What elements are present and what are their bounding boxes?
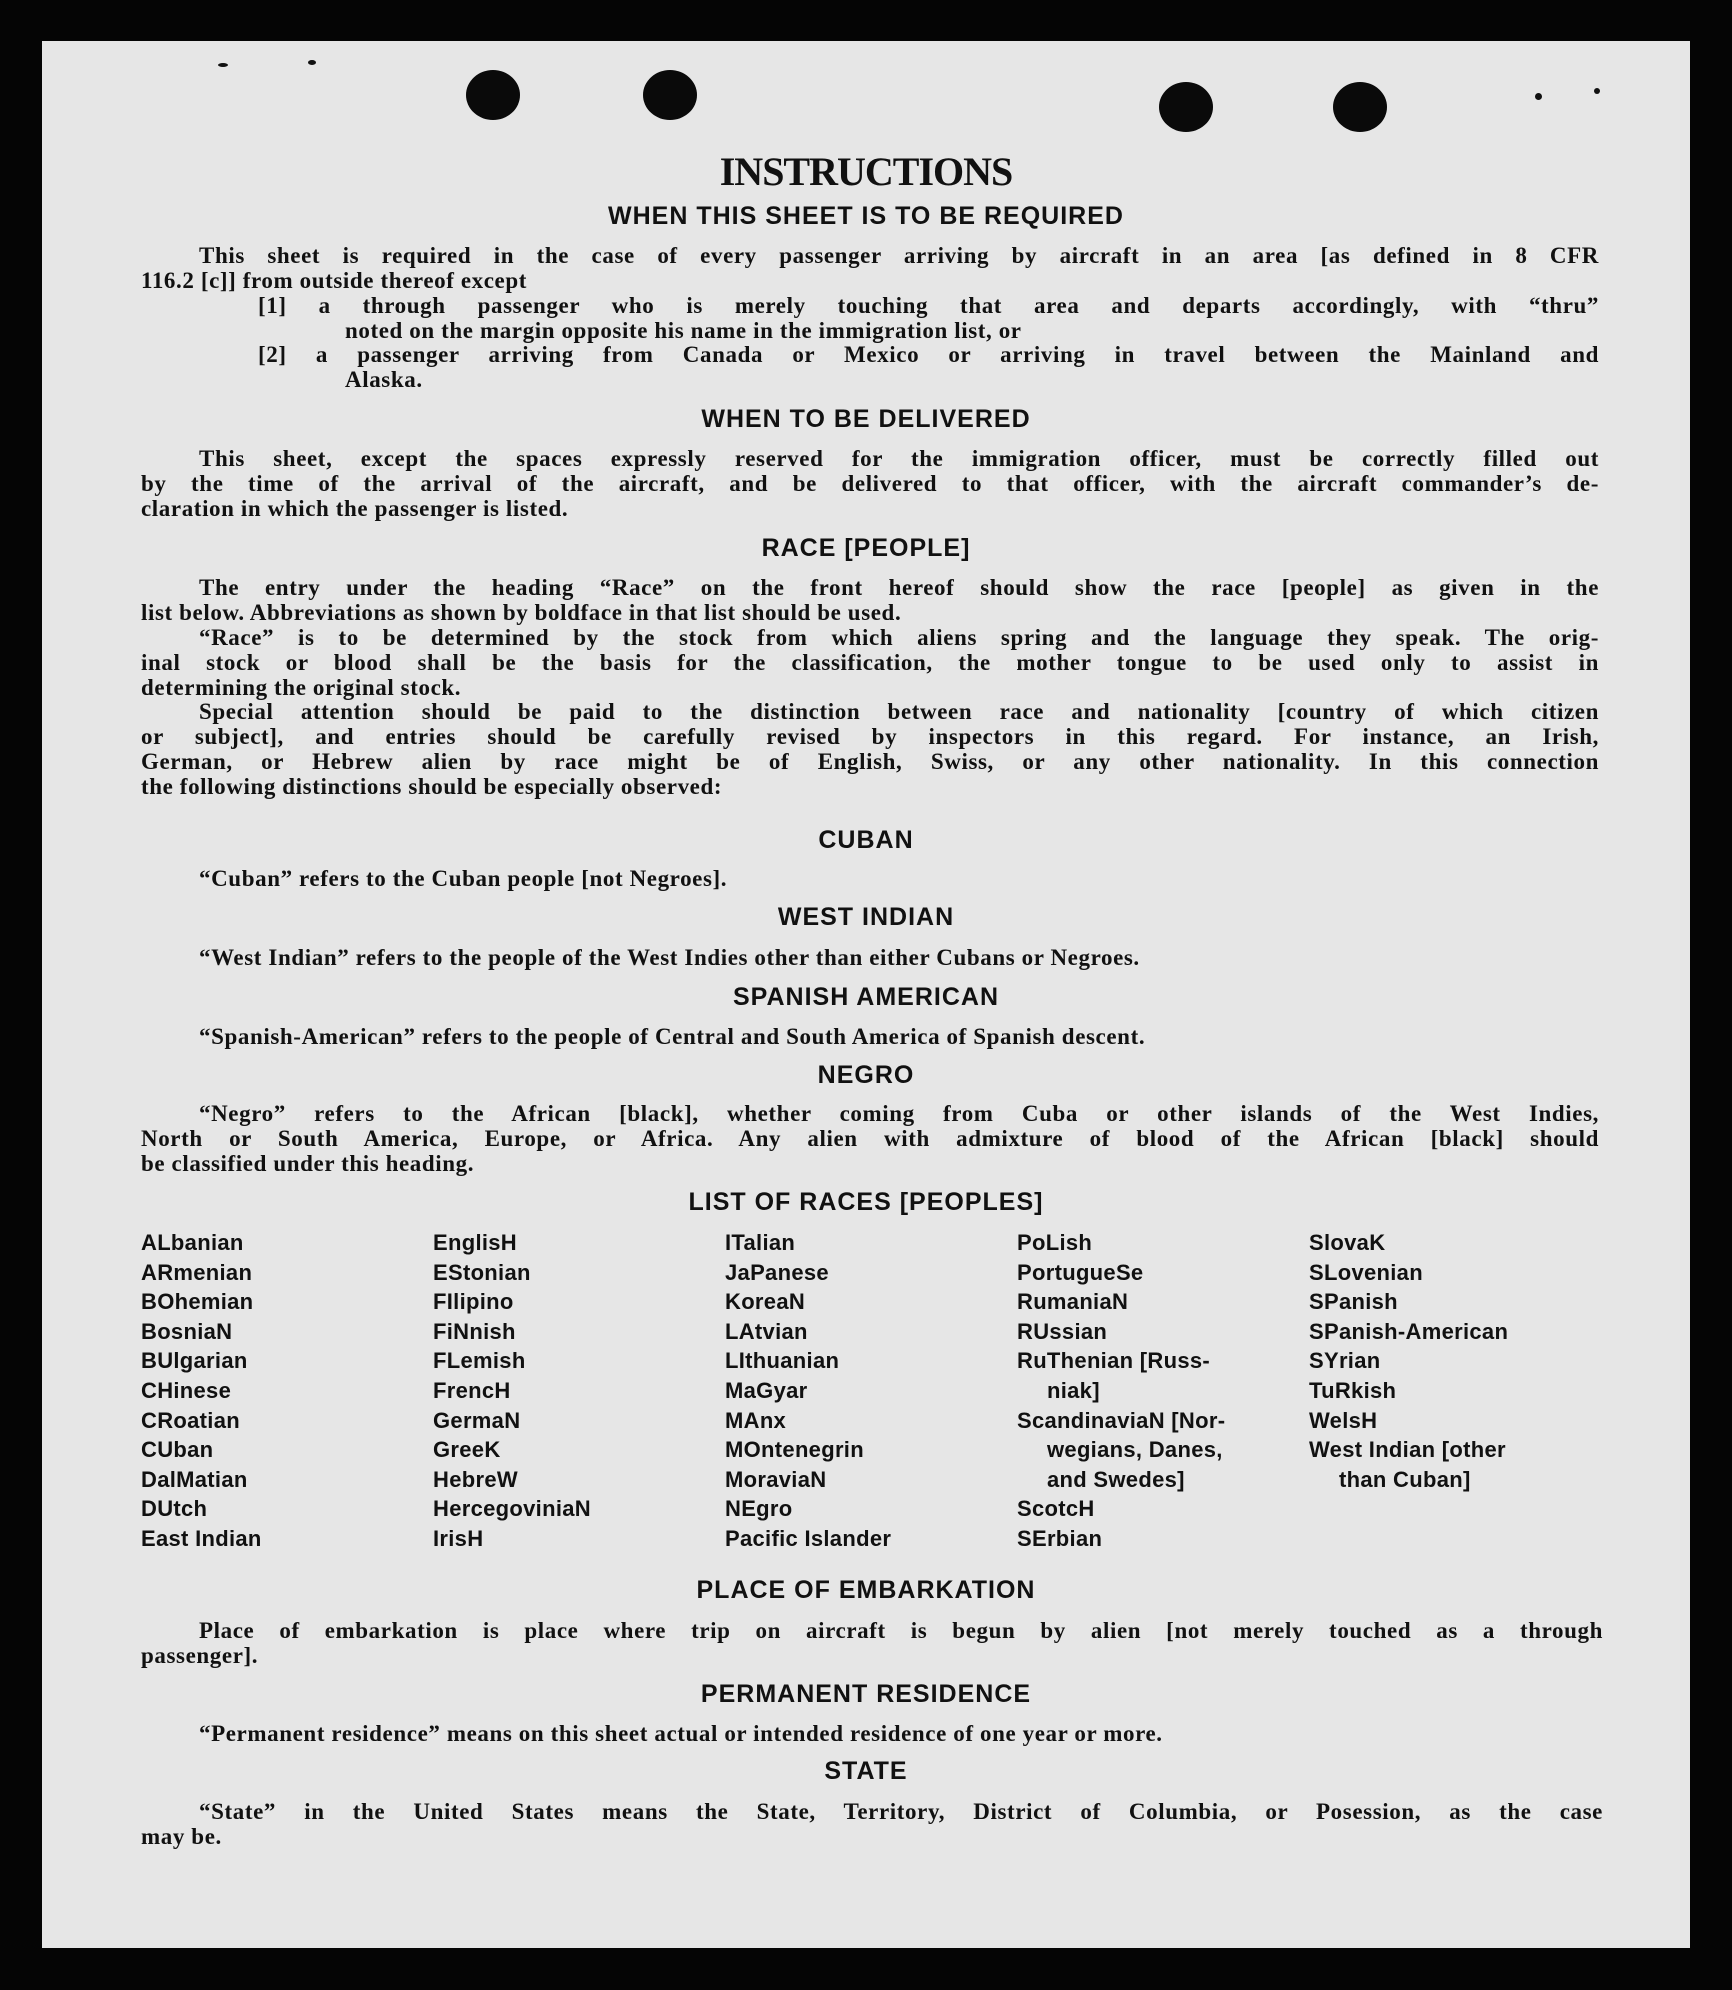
text-line: inal stock or blood shall be the basis for the classification, the mother tongue to be used only to assist in — [141, 650, 1599, 675]
para-embarkation — [141, 1619, 1603, 1669]
races-column — [1309, 1228, 1601, 1494]
text-line: “Negro” refers to the African [black], whether coming from Cuba or other islands of the West Indies, — [199, 1102, 1599, 1126]
race-item: CUban — [141, 1437, 214, 1463]
race-item: LIthuanian — [725, 1348, 840, 1374]
text-line: claration in which the passenger is listed. — [141, 495, 569, 521]
race-item: East Indian — [141, 1525, 262, 1551]
heading-spanish-american: SPANISH AMERICAN — [732, 983, 999, 1011]
text-line: Special attention should be paid to the distinction between race and nationality [country of which citizen — [199, 700, 1599, 724]
race-item: BosniaN — [141, 1318, 233, 1344]
race-item: DUtch — [141, 1496, 208, 1522]
race-item: and Swedes] — [1047, 1466, 1185, 1492]
race-item: Pacific Islander — [725, 1525, 892, 1551]
race-item: BUlgarian — [141, 1348, 248, 1374]
heading-embarkation: PLACE OF EMBARKATION — [696, 1576, 1036, 1604]
race-item: ITalian — [725, 1230, 796, 1255]
punch-hole — [643, 70, 697, 120]
para-cuban — [141, 867, 1599, 892]
race-item: FrencH — [433, 1377, 511, 1403]
text-line: “Permanent residence” means on this sheet actual or intended residence of one year or more. — [199, 1721, 1163, 1746]
text-line: [1] a through passenger who is merely touching that area and departs accordingly, with “thru” — [258, 294, 1599, 318]
race-item: RuThenian [Russ- — [1017, 1348, 1211, 1374]
race-item: EnglisH — [433, 1230, 517, 1255]
text-line: North or South America, Europe, or Africa. Any alien with admixture of blood of the African [black] should — [141, 1126, 1599, 1151]
race-item: PoLish — [1017, 1230, 1093, 1255]
punch-hole — [1159, 82, 1213, 132]
race-item: SLovenian — [1309, 1259, 1423, 1285]
heading-state: STATE — [824, 1757, 908, 1785]
race-item: KoreaN — [725, 1289, 806, 1315]
para-negro — [141, 1102, 1599, 1177]
race-item: IrisH — [433, 1525, 484, 1551]
race-item: wegians, Danes, — [1047, 1437, 1223, 1463]
race-item: GermaN — [433, 1407, 521, 1433]
race-item: WelsH — [1309, 1407, 1378, 1433]
heading-delivered: WHEN TO BE DELIVERED — [701, 405, 1031, 433]
race-item: MOntenegrin — [725, 1437, 864, 1463]
punch-hole — [466, 70, 520, 120]
text-line: “Spanish-American” refers to the people of Central and South America of Spanish descent. — [199, 1024, 1146, 1049]
heading-list-of-races: LIST OF RACES [PEOPLES] — [688, 1188, 1044, 1216]
races-column — [433, 1228, 725, 1554]
text-line: German, or Hebrew alien by race might be of English, Swiss, or any other nationality. In this connection — [141, 749, 1599, 774]
race-item: West Indian [other — [1309, 1437, 1506, 1463]
item-2 — [258, 343, 1599, 393]
text-line: “West Indian” refers to the people of the West Indies other than either Cubans or Negroes. — [199, 945, 1140, 970]
race-item: ARmenian — [141, 1259, 253, 1285]
races-column — [1017, 1228, 1309, 1554]
race-item: CRoatian — [141, 1407, 240, 1433]
text-line: This sheet, except the spaces expressly reserved for the immigration officer, must be correctly filled out — [199, 447, 1599, 471]
para-west-indian — [141, 946, 1599, 971]
race-item: EStonian — [433, 1259, 531, 1285]
race-item: niak] — [1047, 1377, 1100, 1403]
race-item: TuRkish — [1309, 1377, 1397, 1403]
speck — [308, 60, 316, 65]
text-line: [2] a passenger arriving from Canada or Mexico or arriving in travel between the Mainland and — [258, 343, 1599, 367]
race-item: RUssian — [1017, 1318, 1108, 1344]
text-line: 116.2 [c]] from outside thereof except — [141, 267, 528, 293]
heading-residence: PERMANENT RESIDENCE — [700, 1680, 1032, 1708]
race-item: GreeK — [433, 1437, 501, 1463]
heading-required: WHEN THIS SHEET IS TO BE REQUIRED — [608, 202, 1124, 230]
speck — [1535, 93, 1542, 100]
text-line: passenger]. — [141, 1642, 259, 1668]
speck — [1594, 88, 1600, 94]
race-item: HercegoviniaN — [433, 1496, 591, 1522]
page-title: INSTRUCTIONS — [719, 149, 1013, 194]
heading-race: RACE [PEOPLE] — [761, 534, 971, 562]
race-item: MoraviaN — [725, 1466, 827, 1492]
race-item: than Cuban] — [1339, 1466, 1471, 1492]
item-1 — [258, 294, 1599, 344]
race-item: SPanish-American — [1309, 1318, 1509, 1344]
race-item: ALbanian — [141, 1230, 244, 1255]
text-line: determining the original stock. — [141, 674, 462, 700]
para-race-3 — [141, 700, 1599, 800]
text-line: The entry under the heading “Race” on the front hereof should show the race [people] as given in the — [199, 576, 1599, 600]
race-item: RumaniaN — [1017, 1289, 1129, 1315]
races-column — [725, 1228, 1017, 1554]
race-item: LAtvian — [725, 1318, 808, 1344]
para-race-1 — [141, 576, 1599, 626]
race-item: HebreW — [433, 1466, 518, 1492]
race-item: FiNnish — [433, 1318, 516, 1344]
text-line: “Race” is to be determined by the stock from which aliens spring and the language they speak. The orig- — [199, 626, 1599, 650]
text-line: by the time of the arrival of the aircraft, and be delivered to that officer, with the aircraft commander’s de- — [141, 471, 1599, 496]
punch-hole — [1333, 82, 1387, 132]
race-item: MAnx — [725, 1407, 787, 1433]
text-line: Place of embarkation is place where trip on aircraft is begun by alien [not merely touched as a through — [199, 1619, 1603, 1643]
text-line: or subject], and entries should be carefully revised by inspectors in this regard. For instance, an Irish, — [141, 724, 1599, 749]
text-line: Alaska. — [345, 366, 423, 392]
race-item: FIlipino — [433, 1289, 514, 1315]
race-item: ScotcH — [1017, 1496, 1095, 1522]
text-line: noted on the margin opposite his name in the immigration list, or — [345, 317, 1022, 343]
para-required-intro — [141, 244, 1599, 294]
race-item: BOhemian — [141, 1289, 254, 1315]
text-line: This sheet is required in the case of every passenger arriving by aircraft in an area [as defined in 8 CFR — [199, 244, 1599, 268]
para-race-2 — [141, 626, 1599, 701]
heading-negro: NEGRO — [817, 1061, 915, 1089]
race-item: DalMatian — [141, 1466, 248, 1492]
race-item: ScandinaviaN [Nor- — [1017, 1407, 1226, 1433]
race-item: SPanish — [1309, 1289, 1398, 1315]
heading-cuban: CUBAN — [818, 826, 914, 854]
race-item: JaPanese — [725, 1259, 829, 1285]
race-item: FLemish — [433, 1348, 526, 1374]
race-item: SYrian — [1309, 1348, 1381, 1374]
race-item: SlovaK — [1309, 1230, 1386, 1255]
para-state — [141, 1800, 1603, 1850]
text-line: be classified under this heading. — [141, 1150, 475, 1176]
race-item: SErbian — [1017, 1525, 1103, 1551]
races-column — [141, 1228, 433, 1554]
para-spanish-american — [141, 1025, 1599, 1050]
text-line: “State” in the United States means the State, Territory, District of Columbia, or Posession, as the case — [199, 1800, 1603, 1824]
para-residence — [141, 1722, 1599, 1747]
para-delivered — [141, 447, 1599, 522]
text-line: may be. — [141, 1823, 222, 1849]
race-item: MaGyar — [725, 1377, 808, 1403]
text-line: “Cuban” refers to the Cuban people [not Negroes]. — [199, 866, 728, 891]
speck — [218, 63, 228, 67]
text-line: list below. Abbreviations as shown by boldface in that list should be used. — [141, 599, 902, 625]
race-item: NEgro — [725, 1496, 793, 1522]
race-item: CHinese — [141, 1377, 232, 1403]
text-line: the following distinctions should be especially observed: — [141, 773, 723, 799]
heading-west-indian: WEST INDIAN — [777, 903, 955, 931]
race-item: PortugueSe — [1017, 1259, 1144, 1285]
